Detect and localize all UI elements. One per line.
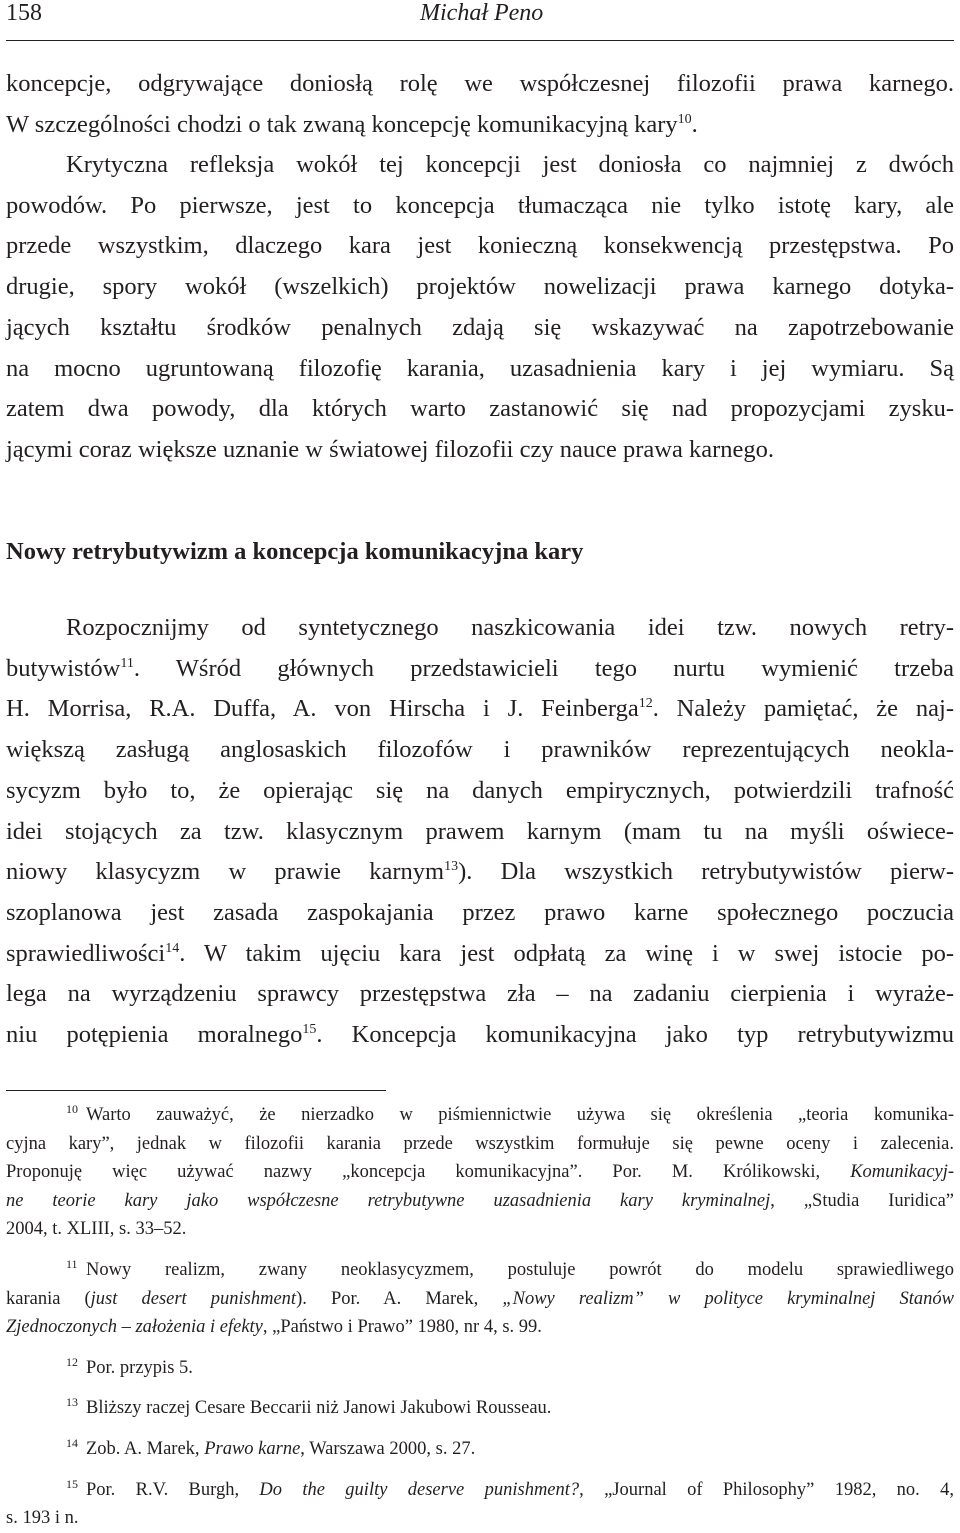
text-run: Zob. A. Marek, — [86, 1438, 205, 1459]
text-run: niu potępienia moralnego — [6, 1021, 303, 1049]
footnote-ref-15[interactable]: 15 — [302, 1022, 317, 1038]
text-line: powodów. Po pierwsze, jest to koncepcja tłumacząca nie tylko istotę kary, ale — [6, 191, 954, 219]
text-run: . — [691, 110, 698, 138]
page-number: 158 — [6, 0, 42, 26]
paragraph-reasons — [6, 145, 954, 471]
text-line: zatem dwa powody, dla których warto zastanowić się nad propozycjami zysku- — [6, 395, 954, 423]
footnote-15 — [6, 1476, 954, 1533]
text-run: Bliższy raczej Cesare Beccarii niż Janowi Jakubowi Rousseau. — [86, 1398, 552, 1419]
footnote-line: 12 Por. przypis 5. — [66, 1354, 193, 1378]
paragraph-intro — [6, 64, 954, 145]
section-heading: Nowy retrybutywizm a koncepcja komunikacyjna kary — [6, 538, 584, 565]
text-run: Por. przypis 5. — [86, 1357, 193, 1378]
text-line — [6, 934, 954, 975]
text-run: , „Państwo i Prawo” 1980, nr 4, s. 99. — [262, 1317, 542, 1338]
text-line — [6, 689, 954, 730]
running-header — [6, 0, 954, 44]
text-run: sprawiedliwości — [6, 939, 166, 967]
footnote-line — [6, 1285, 954, 1314]
text-run: . Należy pamiętać, że naj- — [652, 695, 954, 723]
footnote-line: cyjna kary”, jednak w filozofii karania przede wszystkim formułuje się pewne oceny i zalecenia. — [6, 1133, 954, 1154]
italic-title: ne teorie kary jako współczesne retrybutywne uzasadnienia kary kryminalnej — [6, 1190, 771, 1211]
text-line: na mocno ugruntowaną filozofię karania, uzasadnienia kary i jej wymiaru. Są — [6, 354, 954, 382]
text-line: szoplanowa jest zasada zaspokajania przez prawo karne społecznego poczucia — [6, 898, 954, 926]
text-run: , „Journal of Philosophy” 1982, no. 4, — [579, 1479, 954, 1500]
text-line — [6, 1015, 954, 1056]
footnote-line: 11 Nowy realizm, zwany neoklasycyzmem, postuluje powrót do modelu sprawiedliwego — [66, 1256, 954, 1280]
italic-title: Do the guilty deserve punishment? — [259, 1479, 580, 1500]
text-run: butywistów — [6, 654, 121, 682]
text-line: idei stojących za tzw. klasycznym prawem karnym (mam tu na myśli oświece- — [6, 817, 954, 845]
text-run: , „Studia Iuridica” — [770, 1190, 954, 1211]
footnote-ref-14[interactable]: 14 — [165, 940, 180, 956]
text-run: karania ( — [6, 1288, 91, 1309]
footnotes — [6, 1101, 954, 1533]
footnote-14 — [6, 1435, 954, 1464]
text-line — [6, 105, 954, 146]
header-rule — [6, 40, 954, 41]
footnote-ref-12[interactable]: 12 — [638, 696, 653, 712]
text-line: lega na wyrządzeniu sprawcy przestępstwa zła – na zadaniu cierpienia i wyraże- — [6, 980, 954, 1008]
footnote-line — [6, 1313, 954, 1342]
footnote-13 — [6, 1394, 954, 1423]
italic-title: „Nowy realizm” w polityce kryminalnej Stanów — [502, 1288, 954, 1309]
footnote-line — [6, 1158, 954, 1187]
text-run: Nowy realizm, zwany neoklasycyzmem, postuluje powrót do modelu sprawiedliwego — [86, 1259, 954, 1280]
footnote-line: 2004, t. XLIII, s. 33–52. — [6, 1219, 187, 1240]
footnote-line: 15 Por. R.V. Burgh, Do the guilty deserve punishment?, „Journal of Philosophy” 1982, no. 4, — [66, 1476, 954, 1500]
text-run: . Wśród głównych przedstawicieli tego nurtu wymienić trzeba — [133, 654, 954, 682]
text-run: , Warszawa 2000, s. 27. — [300, 1438, 476, 1459]
text-line: większą zasługą anglosaskich filozofów i prawników reprezentujących neokla- — [6, 736, 954, 764]
paragraph-retributivism — [6, 608, 954, 1056]
running-author: Michał Peno — [420, 0, 544, 26]
italic-term: just desert punishment — [90, 1288, 297, 1309]
footnote-line: 10 Warto zauważyć, że nierzadko w piśmiennictwie używa się określenia „teoria komunika- — [66, 1102, 954, 1125]
text-run: . Koncepcja komunikacyjna jako typ retrybutywizmu — [316, 1021, 954, 1049]
footnote-ref-10[interactable]: 10 — [677, 111, 692, 127]
text-line: drugie, spory wokół (wszelkich) projektów nowelizacji prawa karnego dotyka- — [6, 273, 954, 301]
footnote-12 — [6, 1354, 954, 1383]
footnote-line — [6, 1187, 954, 1216]
text-run: . W takim ujęciu kara jest odpłatą za winę i w swej istocie po- — [179, 939, 954, 967]
text-line: Rozpocznijmy od syntetycznego naszkicowania idei tzw. nowych retry- — [66, 614, 954, 641]
text-run: ). Dla wszystkich retrybutywistów pierw- — [458, 858, 954, 886]
text-line: sycyzm było to, że opierając się na danych empirycznych, potwierdzili trafność — [6, 776, 954, 804]
text-line: koncepcje, odgrywające doniosłą rolę we współczesnej filozofii prawa karnego. — [6, 70, 954, 97]
footnote-separator — [6, 1090, 386, 1091]
text-line: jących kształtu środków penalnych zdają się wskazywać na zapotrzebowanie — [6, 313, 954, 341]
italic-title: Prawo karne — [204, 1438, 301, 1459]
text-line — [6, 649, 954, 690]
text-run: ). Por. A. Marek, — [296, 1288, 503, 1309]
footnote-line: 14 Zob. A. Marek, Prawo karne, Warszawa 2000, s. 27. — [66, 1435, 476, 1459]
footnote-line: s. 193 i n. — [6, 1508, 79, 1529]
footnote-line: 13 Bliższy raczej Cesare Beccarii niż Janowi Jakubowi Rousseau. — [66, 1395, 552, 1419]
text-run: Proponuję więc używać nazwy „koncepcja komunikacyjna”. Por. M. Królikowski, — [6, 1162, 851, 1183]
text-run: niowy klasycyzm w prawie karnym — [6, 858, 445, 886]
text-run: Warto zauważyć, że nierzadko w piśmiennictwie używa się określenia „teoria komunika- — [86, 1105, 954, 1125]
footnote-ref-13[interactable]: 13 — [444, 859, 459, 875]
footnote-10 — [6, 1101, 954, 1244]
italic-title: Zjednoczonych – założenia i efekty — [6, 1317, 263, 1338]
footnote-11 — [6, 1256, 954, 1342]
text-run: H. Morrisa, R.A. Duffa, A. von Hirscha i J. Feinberga — [6, 695, 639, 723]
text-line — [6, 852, 954, 893]
text-run: Por. R.V. Burgh, — [86, 1479, 260, 1500]
text-line: Krytyczna refleksja wokół tej koncepcji jest doniosła co najmniej z dwóch — [66, 151, 954, 178]
text-line: jącymi coraz większe uznanie w światowej filozofii czy nauce prawa karnego. — [6, 435, 774, 463]
footnote-ref-11[interactable]: 11 — [120, 655, 134, 671]
text-line: przede wszystkim, dlaczego kara jest konieczną konsekwencją przestępstwa. Po — [6, 232, 954, 260]
italic-title: Komunikacyj- — [850, 1162, 954, 1183]
text-run: W szczególności chodzi o tak zwaną koncepcję komunikacyjną kary — [6, 110, 678, 138]
